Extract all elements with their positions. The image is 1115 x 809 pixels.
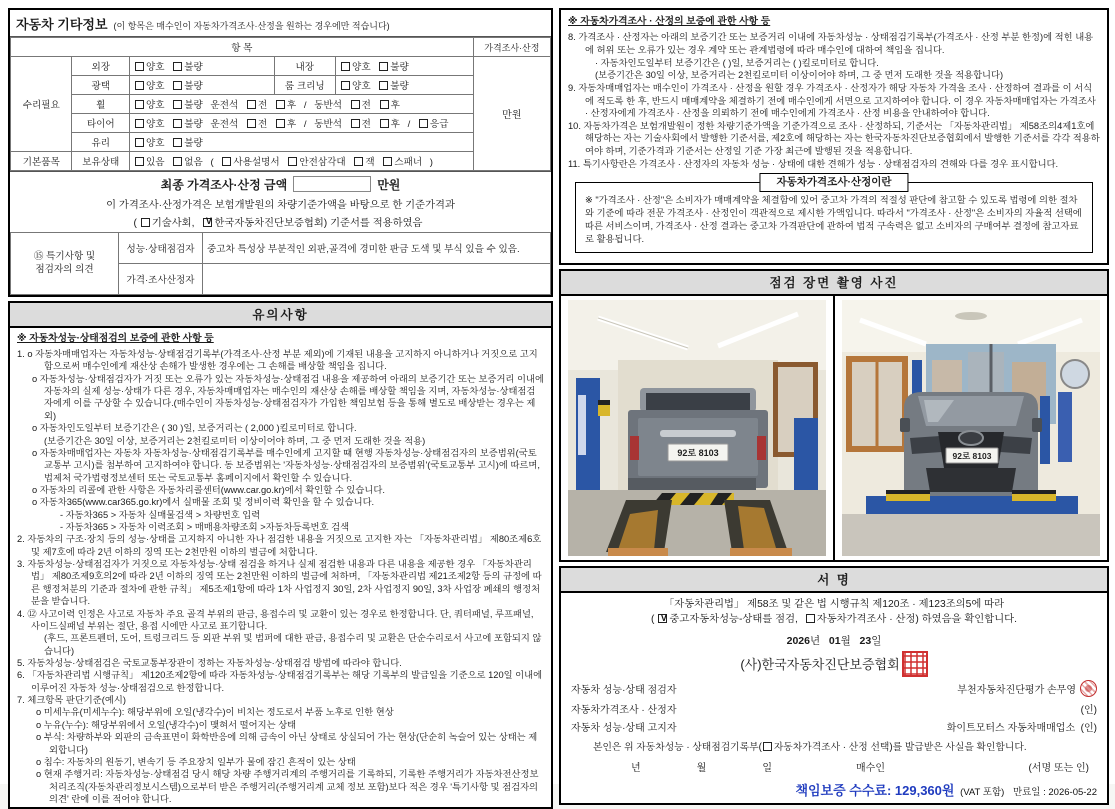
notice-line: - 자동차365 > 자동차 이력조회 > 매매용차량조회 >자동차등록번호 검색	[60, 522, 350, 533]
day-label: 일	[871, 634, 882, 647]
performance-check-checkbox[interactable]	[658, 614, 667, 623]
good-label: 양호	[146, 119, 165, 130]
appraiser-seal-placeholder: (인)	[1080, 704, 1097, 716]
notice-line: o 자동차의 리콜에 관한 사항은 자동차리콜센터(www.car.go.kr)에서 확인할 수 있습니다.	[32, 484, 385, 495]
final-price-label: 최종 가격조사·산정 금액	[160, 178, 288, 192]
basic-options	[130, 152, 474, 171]
price-basis-line2	[14, 214, 547, 229]
wheel-good-checkbox[interactable]	[135, 100, 144, 109]
wheel-bad-checkbox[interactable]	[173, 100, 182, 109]
emergency-label: 응급	[429, 119, 449, 130]
notice-line: (보증기간은 30일 이상, 보증거리는 2천킬로미터 이상이어야 하며, 그 중 먼저 도래한 것을 적용)	[44, 435, 426, 446]
polish-bad-checkbox[interactable]	[173, 81, 182, 90]
notice-section	[8, 326, 553, 809]
basic-have-checkbox[interactable]	[135, 157, 144, 166]
paren: )	[429, 157, 433, 168]
slash: /	[303, 119, 307, 130]
notice-band: 유의사항	[8, 301, 553, 328]
notice-line: - 자동차365 > 자동차 실매물검색 > 차량번호 입력	[60, 509, 261, 520]
exterior-bad-checkbox[interactable]	[173, 62, 182, 71]
standard-kada-checkbox[interactable]	[203, 218, 212, 227]
bad-label: 불량	[184, 62, 203, 73]
appraisal-definition-title: 자동차가격조사·산정이란	[759, 173, 908, 191]
special-notes-label-line2: 점검자의 의견	[35, 263, 94, 275]
basic-none-checkbox[interactable]	[173, 157, 182, 166]
standard-kada-label: 한국자동차진단보증협회) 기준서를 적용하였음	[214, 218, 423, 229]
wheel-driver-rear-checkbox[interactable]	[276, 100, 285, 109]
date-day: 23	[859, 634, 872, 647]
notice-line: o 누유(누수): 해당부위에서 오일(냉각수)이 맺혀서 떨어지는 상태	[36, 719, 297, 730]
notifier-label: 자동차 성능·상태 고지자	[571, 723, 677, 735]
inspector-round-stamp	[1080, 680, 1097, 697]
bad-label: 불량	[390, 62, 409, 73]
bad-label: 불량	[184, 138, 203, 149]
interior-options	[336, 57, 474, 76]
license-plate-rear: 92로 8103	[677, 447, 719, 458]
polish-good-checkbox[interactable]	[135, 81, 144, 90]
notice-line: 7. 체크항목 판단기준(예시)	[17, 695, 126, 706]
warranty-item: · 자동차인도일부터 보증기간은 ( )일, 보증거리는 ( )킬로미터로 합니다.	[595, 57, 879, 68]
buyer-month-label: 월	[696, 763, 707, 775]
inspector-value	[957, 680, 1097, 697]
warranty-item: 10. 자동차가격은 보험개발원이 정한 차량기준가액을 기준가격으로 조사 · 산정하되, 기준서는 「자동차관리법」 제58조의4제1호에 해당하는 자는 기술사회에서 발행한 기준서를, 제2호에 해당하는 자는 한국자동차진단보증협회에서 발행한 기준서를 각각 적용하여야 하며, 기준가격과 기준서는 산정일 기준 가장 최근에 발행된 것을 적용합니다.	[568, 120, 1100, 157]
basic-items-label: 기본품목	[11, 152, 72, 171]
glass-options	[130, 133, 474, 152]
inspector-sign-row	[571, 680, 1097, 697]
expiry-date: 만료일 : 2026-05-22	[1012, 787, 1097, 799]
standard-engineers-label: 기술사회,	[151, 218, 195, 229]
inspection-photos	[559, 294, 1109, 562]
notice-line: 1. o 자동차매매업자는 자동차성능·상태점검기록부(가격조사·산정 부분 제외)에 기재된 내용을 고지하지 아니하거나 거짓으로 고지함으로써 매수인에게 재산상 손해가 발생한 경우에는 그 손해를 배상할 책임을 집니다.	[17, 349, 538, 372]
tire-driver-front-checkbox[interactable]	[247, 119, 256, 128]
appraiser-opinion-label: 가격·조사산정자	[119, 264, 203, 295]
warranty-item: 8. 가격조사 · 산정자는 아래의 보증기간 또는 보증거리 이내에 자동차성능 · 상태점검기록부(가격조사 · 산정 부분 한정)에 적힌 내용에 허위 또는 오류가 있는 경우 계약 또는 관계법령에 따라 매수인에 대하여 책임을 집니다.	[568, 32, 1094, 55]
interior-good-checkbox[interactable]	[341, 62, 350, 71]
notice-line: (후드, 프론트펜더, 도어, 트렁크리드 등 외판 부위 및 범퍼에 대한 판금, 용접수리 및 교환은 단순수리로서 사고에 포함되지 않습니다)	[44, 633, 542, 656]
buyer-day-label: 일	[762, 763, 773, 775]
notifier-value	[947, 719, 1097, 734]
signature-law-line: 「자동차관리법」 제58조 및 같은 법 시행규칙 제120조 · 제123조의5에 따라	[663, 598, 1005, 610]
bad-label: 불량	[184, 100, 203, 111]
price-warranty-title: ※ 자동차가격조사 · 산정의 보증에 관한 사항 등	[568, 16, 771, 27]
front-label: 전	[361, 100, 371, 111]
date-year: 2026	[786, 634, 810, 647]
row-wheel-label: 휠	[72, 95, 130, 114]
glass-bad-checkbox[interactable]	[173, 138, 182, 147]
special-notes-label-line1: ⑮ 특기사항 및	[33, 250, 96, 262]
good-label: 양호	[146, 62, 165, 73]
warranty-item: 11. 특기사항란은 가격조사 · 산정자의 자동차 성능 · 상태에 대한 견해가 성능 · 상태점검자의 견해와 다를 경우 표시합니다.	[568, 158, 1059, 169]
notice-line: 4. ⑫ 사고이력 인정은 사고로 자동차 주요 골격 부위의 판금, 용접수리 및 교환이 있는 경우로 한정합니다. 단, 쿼터패널, 루프패널, 사이드실패널 부위는 절단, 용접 시에만 사고로 표기합니다.	[17, 608, 534, 631]
association-name-line	[571, 651, 1097, 677]
performance-check-label: 중고자동차성능-상태를 점검,	[669, 613, 798, 625]
appraisal-definition-box	[575, 176, 1093, 252]
tire-driver-rear-checkbox[interactable]	[276, 119, 285, 128]
bad-label: 불량	[184, 119, 203, 130]
slash: /	[407, 119, 411, 130]
price-basis-line1: 이 가격조사·산정가격은 보험개발원의 차량기준가액을 바탕으로 한 기준가격과	[106, 200, 455, 211]
other-info-title-row	[10, 10, 551, 37]
driver-seat-label: 운전석	[210, 119, 239, 130]
tire-good-checkbox[interactable]	[135, 119, 144, 128]
tire-passenger-front-checkbox[interactable]	[351, 119, 360, 128]
buyer-line	[571, 759, 1097, 774]
manual-checkbox[interactable]	[222, 157, 231, 166]
other-info-table	[10, 37, 551, 171]
appraiser-opinion-value	[203, 264, 551, 295]
signature-band: 서 명	[559, 566, 1109, 593]
special-notes-label	[11, 233, 119, 295]
notice-line: o 자동차성능·상태점검자가 거짓 또는 오류가 있는 자동차성능·상태점검 내용을 제공하여 아래의 보증기간 또는 보증거리 이내에 자동차의 실제 성능·상태가 다른 경우, 자동차매매업자는 매수인의 재산상 손해를 배상할 책임을 지며, 자동차성능·상태점검자에게 이를 구상할 수 있습니다.(매수인이 자동차성능·상태점검자가 가입한 책임보험 등을 통해 별도로 배상받는 경우는 제외)	[32, 373, 544, 421]
notice-line: 2. 자동차의 구조·장치 등의 성능·상태를 고지하지 아니한 자나 점검한 내용을 거짓으로 고지한 자는 「자동차관리법」 제80조제6호 및 제7호에 따라 2년 이하의 징역 또는 2천만원 이하의 벌금에 처합니다.	[17, 534, 542, 557]
tire-passenger-rear-checkbox[interactable]	[380, 119, 389, 128]
roomcleaning-good-checkbox[interactable]	[341, 81, 350, 90]
buyer-sign-label: (서명 또는 인)	[1028, 763, 1089, 775]
spanner-checkbox[interactable]	[383, 157, 392, 166]
repair-needed-label: 수리필요	[11, 57, 72, 152]
row-interior-label: 내장	[274, 57, 335, 76]
front-label: 전	[257, 119, 268, 130]
fee-line	[571, 780, 1097, 799]
front-view-photo-svg	[842, 300, 1100, 556]
warranty-item: (보증기간은 30일 이상, 보증거리는 2천킬로미터 이상이어야 하며, 그 중 먼저 도래한 것을 적용합니다)	[595, 70, 1004, 81]
receipt-post-text: 자동차가격조사 · 산정 선택)를 발급받은 사실을 확인합니다.	[773, 742, 1027, 754]
notice-line: o 미세누유(미세누수): 해당부위에 오일(냉각수)이 비치는 정도로서 부품 노후로 인한 현상	[36, 707, 394, 718]
receipt-appraisal-checkbox[interactable]	[763, 742, 772, 751]
exterior-options	[130, 57, 275, 76]
notice-line: o 침수: 자동차의 원동기, 변속기 등 주요장치 일부가 물에 잠긴 흔적이 있는 상태	[36, 756, 356, 767]
tire-emergency-checkbox[interactable]	[419, 119, 428, 128]
tire-bad-checkbox[interactable]	[173, 119, 182, 128]
license-plate-front: 92로 8103	[952, 450, 992, 461]
appraiser-label: 자동차가격조사 · 산정자	[571, 704, 677, 716]
wheel-passenger-front-checkbox[interactable]	[351, 100, 360, 109]
signature-section	[559, 591, 1109, 805]
have-label: 있음	[146, 157, 165, 168]
safety-triangle-checkbox[interactable]	[288, 157, 297, 166]
notice-line: o 자동차365(www.car365.go.kr)에서 실매물 조회 및 정비이력 확인을 할 수 있습니다.	[32, 497, 375, 508]
buyer-year-label: 년	[631, 763, 641, 775]
row-tire-label: 타이어	[72, 114, 130, 133]
receipt-confirm-line	[571, 739, 1097, 753]
tire-options	[130, 114, 474, 133]
none-label: 없음	[184, 157, 203, 168]
roomcleaning-options	[336, 76, 474, 95]
year-label: 년	[809, 634, 821, 647]
notice-line: o 자동차매매업자는 자동차 자동차성능·상태점검기록부를 매수인에게 고지할 때 현행 자동차성능·상태점검자의 보증범위(국토교통부 고시)를 첨부하여 고지하여야 합니다. 동 보증범위는 '자동차성능·상태점검자의 보증범위'(국토교통부 고시)에 따르며, 법제처 국가법령정보센터 또는 국토교통부 홈페이지에서 확인할 수 있습니다.	[32, 447, 540, 483]
row-polish-label: 광택	[72, 76, 130, 95]
good-label: 양호	[146, 81, 165, 92]
notice-line: o 자동차인도일부터 보증기간은 ( 30 )일, 보증거리는 ( 2,000 )킬로미터로 합니다.	[32, 423, 357, 434]
triangle-label: 안전삼각대	[299, 157, 346, 168]
row-glass-label: 유리	[72, 133, 130, 152]
notice-line: o 부식: 차량하부와 외판의 금속표면이 화학반응에 의해 금속이 아닌 상태로 상실되어 가는 현상(단순히 녹슬어 있는 상태는 제외합니다)	[36, 732, 538, 755]
other-info-note: (이 항목은 매수인이 자동차가격조사·산정을 원하는 경우에만 적습니다)	[113, 21, 390, 31]
good-label: 양호	[352, 62, 371, 73]
warranty-fee: 책임보증 수수료: 129,360원	[795, 783, 955, 799]
inspector-opinion-value: 중고차 특성상 부분적인 외판,골격에 경미한 판금 도색 및 부식 있을 수 있음.	[203, 233, 551, 264]
final-price-unit: 만원	[377, 178, 401, 192]
rear-label: 후	[390, 119, 400, 130]
association-name: (사)한국자동차진단보증협회	[740, 656, 900, 672]
vat-note: (VAT 포함)	[960, 787, 1005, 799]
standard-engineers-checkbox[interactable]	[141, 218, 150, 227]
appraiser-sign-row	[571, 701, 1097, 716]
wheel-options	[130, 95, 474, 114]
rear-label: 후	[390, 100, 400, 111]
price-warranty-section	[559, 8, 1109, 265]
row-roomcleaning-label: 룸 크리닝	[274, 76, 335, 95]
wheel-driver-front-checkbox[interactable]	[247, 100, 256, 109]
slash: /	[303, 100, 307, 111]
good-label: 양호	[352, 81, 371, 92]
check-mark: V	[660, 612, 667, 623]
other-info-title: 자동차 기타정보	[16, 17, 108, 32]
final-price-input[interactable]	[293, 176, 371, 192]
notifier-seal-placeholder: (인)	[1080, 723, 1097, 735]
front-label: 전	[257, 100, 268, 111]
price-unit-cell: 만원	[473, 57, 550, 171]
good-label: 양호	[146, 100, 165, 111]
rear-label: 후	[286, 100, 297, 111]
notice-line: o 현재 주행거리: 자동차성능·상태점검 당시 해당 차량 주행거리계의 주행거리를 기록하되, 기록한 주행거리가 자동차전산정보처리조직(자동차관리정보시스템)으로부터 받은 주행거리(주행거리계 교체 정보 포함)보다 적은 경우 '특기사항 및 점검자의 의견' 란에 이를 적어야 합니다.	[36, 769, 539, 804]
rear-view-photo-svg	[568, 300, 826, 556]
inspector-label: 자동차 성능·상태 점검자	[571, 685, 677, 697]
month-label: 월	[840, 634, 851, 647]
col-header-price: 가격조사·산정	[473, 38, 550, 57]
association-seal-stamp	[902, 651, 928, 677]
final-price-block	[10, 171, 551, 232]
glass-good-checkbox[interactable]	[135, 138, 144, 147]
col-header-item: 항 목	[11, 38, 474, 57]
passenger-seat-label: 동반석	[314, 119, 342, 130]
notice-title: ※ 자동차성능·상태점검의 보증에 관한 사항 등	[17, 333, 214, 344]
good-label: 양호	[146, 138, 165, 149]
manual-label: 사용설명서	[233, 157, 280, 168]
bad-label: 불량	[390, 81, 409, 92]
wheel-passenger-rear-checkbox[interactable]	[380, 100, 389, 109]
receipt-pre-text: 본인은 위 자동차성능 · 상태점검기록부(	[593, 742, 762, 754]
bad-label: 불량	[184, 81, 203, 92]
jack-label: 잭	[365, 157, 375, 168]
special-notes-table	[10, 232, 551, 295]
basic-state-label: 보유상태	[72, 152, 130, 171]
polish-options	[130, 76, 275, 95]
paren: (	[210, 157, 214, 168]
paren: (	[651, 613, 655, 625]
photo-front-view	[835, 296, 1107, 560]
inspector-opinion-label: 성능·상태점검자	[119, 233, 203, 264]
exterior-good-checkbox[interactable]	[135, 62, 144, 71]
notice-line: 3. 자동차성능·상태점검자가 거짓으로 자동차성능·상태 점검을 하거나 실제 점검한 내용과 다른 내용을 제공한 경우 「자동차관리법」 제80조제9호의2에 따라 2년 이하의 징역 또는 2천만원 이하의 벌금에 처하며, 「자동차관리법 제21조제2항 등의 규정에 따른 행정처분의 기준과 절차에 관한 규칙」 제5조제1항에 따라 1차 사업정지 30일, 2차 사업정지 90일, 3차 사업장 폐쇄의 행정처분을 받습니다.	[17, 559, 542, 607]
photos-band: 점검 장면 촬영 사진	[559, 269, 1109, 296]
appraisal-definition-body: ※ "가격조사 · 산정"은 소비자가 매매계약을 체결함에 있어 중고차 가격의 적절성 판단에 참고할 수 있도록 법령에 의한 절차와 기준에 따라 전문 가격조사 · 산정인이 객관적으로 제시한 가액입니다. 따라서 "가격조사 · 산정"은 소비자의 자율적 선택에 따른 서비스이며, 가격조사 · 산정 결과는 중고차 가격판단에 관하여 법적 구속력은 없고 소비자의 구매여부 결정에 참고자료로 활용됩니다.	[585, 195, 1082, 244]
roomcleaning-bad-checkbox[interactable]	[379, 81, 388, 90]
photo-rear-view	[561, 296, 835, 560]
spanner-label: 스패너	[394, 157, 423, 168]
front-label: 전	[361, 119, 371, 130]
buyer-label: 매수인	[856, 763, 885, 775]
signature-confirm-line	[571, 613, 1097, 628]
driver-seat-label: 운전석	[210, 100, 239, 111]
warranty-item: 9. 자동차매매업자는 매수인이 가격조사 · 산정을 원할 경우 가격조사 · 산정자가 해당 자동차 가격을 조사 · 산정하여 결과를 이 서식에 적도록 한 후, 반드시 매매계약을 체결하기 전에 매수인에게 서면으로 고지하여야 합니다. 이 경우 자동차매매업자는 가격조사 · 산정자에게 가격조사 · 산정을 의뢰하기 전에 매수인에게 가격조사 · 산정 비용을 안내하여야 합니다.	[568, 82, 1096, 119]
passenger-seat-label: 동반석	[314, 100, 342, 111]
price-appraisal-label: 자동차가격조사 · 산정) 하였음을 확인합니다.	[816, 613, 1017, 625]
inspector-name: 부천자동차진단평가 손무영	[957, 685, 1076, 697]
rear-label: 후	[286, 119, 297, 130]
notifier-name: 화이트모터스 자동차매매업소	[946, 723, 1076, 735]
interior-bad-checkbox[interactable]	[379, 62, 388, 71]
signature-date	[571, 633, 1097, 648]
notifier-sign-row	[571, 719, 1097, 734]
date-month: 01	[828, 634, 841, 647]
row-exterior-label: 외장	[72, 57, 130, 76]
final-price-line	[14, 176, 547, 193]
jack-checkbox[interactable]	[354, 157, 363, 166]
notice-line: 6. 「자동차관리법 시행규칙」 제120조제2항에 따라 자동차성능·상태점검기록부는 해당 기록부의 발급일을 기준으로 120일 이내에 이루어진 자동차 성능·상태점검으로 한정합니다.	[17, 670, 543, 693]
paren: (	[133, 218, 137, 229]
price-appraisal-checkbox[interactable]	[806, 614, 815, 623]
notice-line: 5. 자동차성능·상태점검은 국토교통부장관이 정하는 자동차성능·상태점검 방법에 따라야 합니다.	[17, 658, 402, 668]
other-info-section	[8, 8, 553, 297]
check-mark: V	[205, 216, 212, 226]
